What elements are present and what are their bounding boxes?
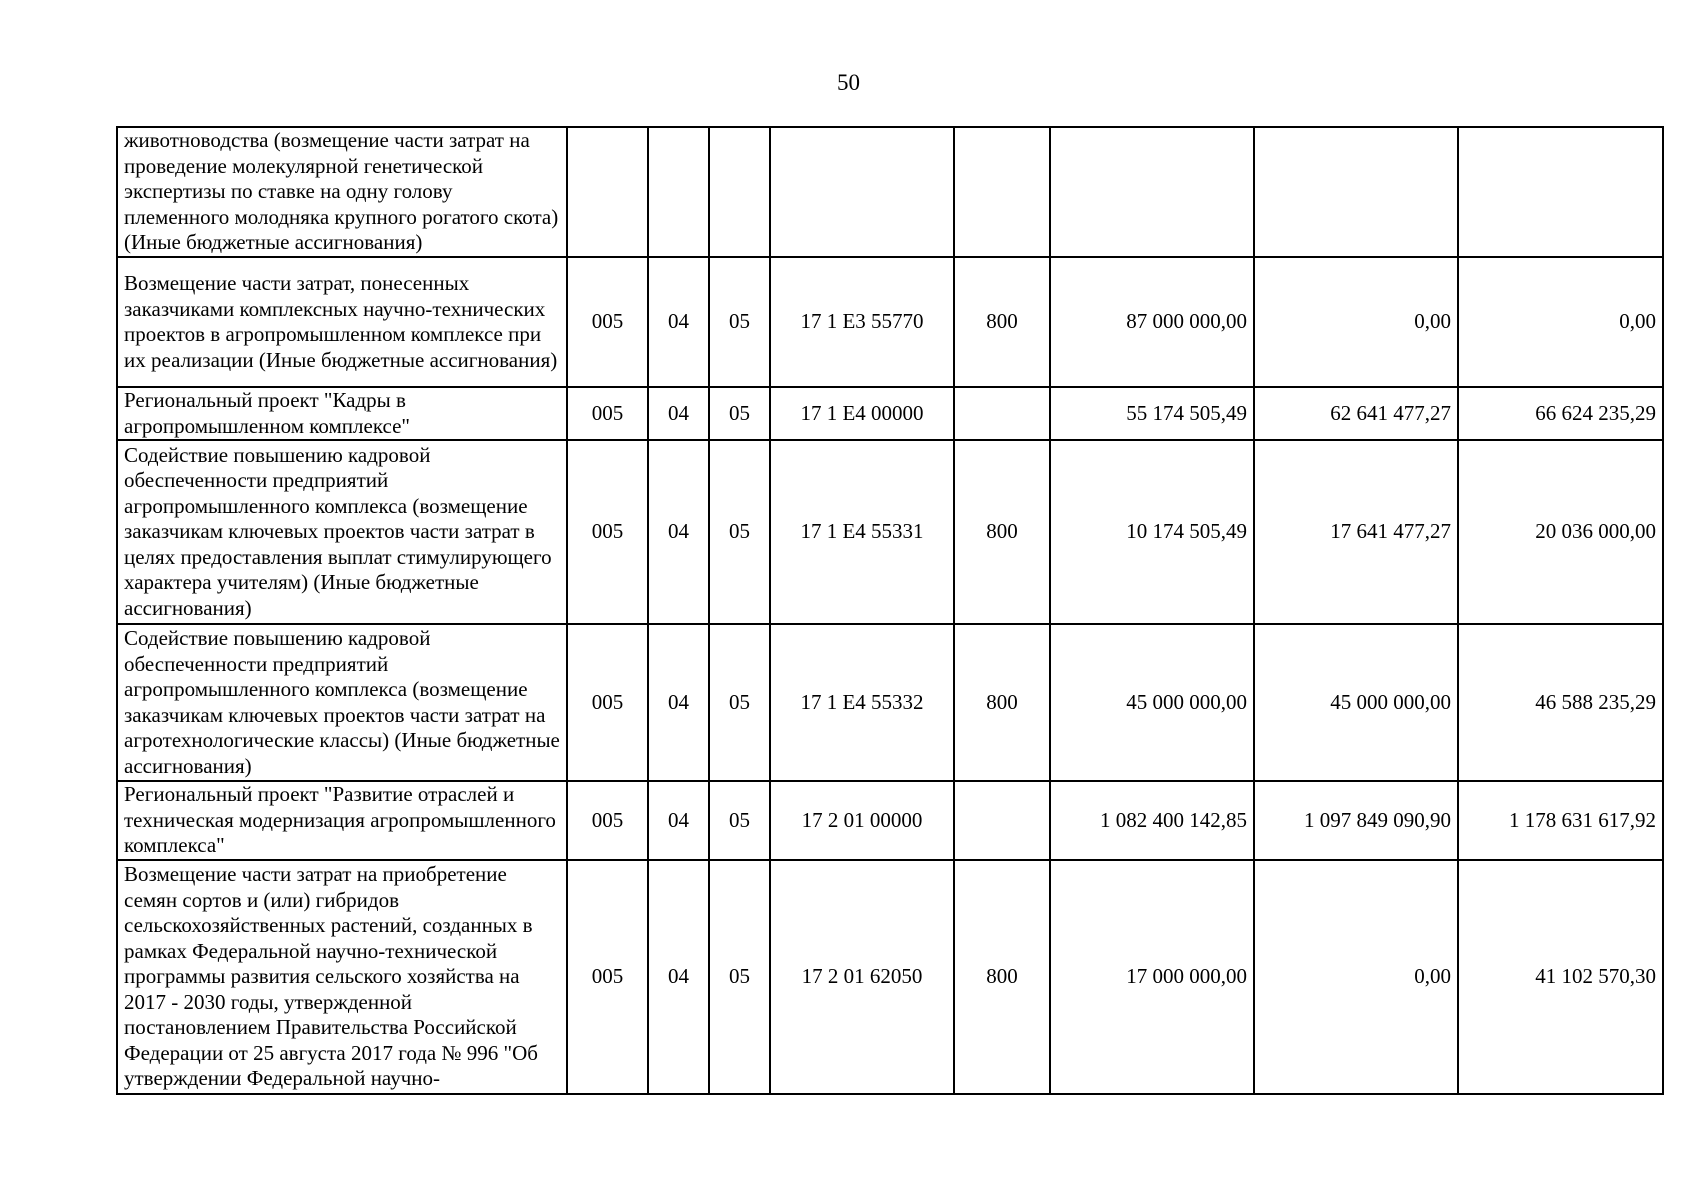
item-name-cell: Региональный проект "Кадры в агропромышленном комплексе" <box>117 387 567 440</box>
subsection-code-cell: 05 <box>709 387 770 440</box>
target-article-cell: 17 1 E4 55331 <box>770 440 954 624</box>
expense-type-cell: 800 <box>954 440 1050 624</box>
amount-year2-cell: 1 097 849 090,90 <box>1254 781 1458 860</box>
expense-type-cell <box>954 127 1050 257</box>
item-name-cell: Содействие повышению кадровой обеспеченности предприятий агропромышленного комплекса (возмещение заказчикам ключевых проектов части затрат в целях предоставления выплат стимулирующего характера учителям) (Иные бюджетные ассигнования) <box>117 440 567 624</box>
table-row <box>117 781 1663 860</box>
target-article-cell: 17 1 E4 00000 <box>770 387 954 440</box>
subsection-code-cell: 05 <box>709 440 770 624</box>
target-article-cell: 17 1 E4 55332 <box>770 624 954 781</box>
subsection-code-cell: 05 <box>709 257 770 387</box>
section-code-cell: 04 <box>648 624 709 781</box>
amount-year2-cell: 62 641 477,27 <box>1254 387 1458 440</box>
amount-year2-cell <box>1254 127 1458 257</box>
amount-year3-cell: 66 624 235,29 <box>1458 387 1663 440</box>
amount-year2-cell: 45 000 000,00 <box>1254 624 1458 781</box>
amount-year1-cell: 87 000 000,00 <box>1050 257 1254 387</box>
item-name-cell: Возмещение части затрат, понесенных заказчиками комплексных научно-технических проектов в агропромышленном комплексе при их реализации (Иные бюджетные ассигнования) <box>117 257 567 387</box>
ministry-code-cell: 005 <box>567 624 648 781</box>
amount-year3-cell: 0,00 <box>1458 257 1663 387</box>
section-code-cell <box>648 127 709 257</box>
expense-type-cell <box>954 781 1050 860</box>
expense-type-cell <box>954 387 1050 440</box>
section-code-cell: 04 <box>648 440 709 624</box>
target-article-cell: 17 2 01 62050 <box>770 860 954 1094</box>
expense-type-cell: 800 <box>954 624 1050 781</box>
item-name-cell: Возмещение части затрат на приобретение семян сортов и (или) гибридов сельскохозяйственных растений, созданных в рамках Федеральной научно-технической программы развития сельского хозяйства на 2017 - 2030 годы, утвержденной постановлением Правительства Российской Федерации от 25 августа 2017 года № 996 "Об утверждении Федеральной научно- <box>117 860 567 1094</box>
amount-year2-cell: 0,00 <box>1254 860 1458 1094</box>
amount-year3-cell: 1 178 631 617,92 <box>1458 781 1663 860</box>
table-row <box>117 860 1663 1094</box>
item-name-cell: животноводства (возмещение части затрат на проведение молекулярной генетической экспертизы по ставке на одну голову племенного молодняка крупного рогатого скота) (Иные бюджетные ассигнования) <box>117 127 567 257</box>
amount-year1-cell: 17 000 000,00 <box>1050 860 1254 1094</box>
amount-year1-cell <box>1050 127 1254 257</box>
amount-year1-cell: 1 082 400 142,85 <box>1050 781 1254 860</box>
amount-year1-cell: 10 174 505,49 <box>1050 440 1254 624</box>
table-row <box>117 624 1663 781</box>
amount-year2-cell: 0,00 <box>1254 257 1458 387</box>
page-number: 50 <box>837 70 860 95</box>
section-code-cell: 04 <box>648 781 709 860</box>
amount-year3-cell: 20 036 000,00 <box>1458 440 1663 624</box>
ministry-code-cell: 005 <box>567 387 648 440</box>
ministry-code-cell: 005 <box>567 860 648 1094</box>
section-code-cell: 04 <box>648 257 709 387</box>
section-code-cell: 04 <box>648 860 709 1094</box>
ministry-code-cell: 005 <box>567 257 648 387</box>
target-article-cell: 17 2 01 00000 <box>770 781 954 860</box>
amount-year1-cell: 45 000 000,00 <box>1050 624 1254 781</box>
amount-year3-cell: 41 102 570,30 <box>1458 860 1663 1094</box>
subsection-code-cell: 05 <box>709 860 770 1094</box>
table-row <box>117 440 1663 624</box>
amount-year3-cell: 46 588 235,29 <box>1458 624 1663 781</box>
amount-year2-cell: 17 641 477,27 <box>1254 440 1458 624</box>
table-row <box>117 387 1663 440</box>
expense-type-cell: 800 <box>954 860 1050 1094</box>
target-article-cell: 17 1 E3 55770 <box>770 257 954 387</box>
section-code-cell: 04 <box>648 387 709 440</box>
amount-year3-cell <box>1458 127 1663 257</box>
ministry-code-cell: 005 <box>567 440 648 624</box>
subsection-code-cell: 05 <box>709 781 770 860</box>
table-row <box>117 127 1663 257</box>
target-article-cell <box>770 127 954 257</box>
item-name-cell: Региональный проект "Развитие отраслей и техническая модернизация агропромышленного комплекса" <box>117 781 567 860</box>
item-name-cell: Содействие повышению кадровой обеспеченности предприятий агропромышленного комплекса (возмещение заказчикам ключевых проектов части затрат на агротехнологические классы) (Иные бюджетные ассигнования) <box>117 624 567 781</box>
ministry-code-cell: 005 <box>567 781 648 860</box>
budget-table-body <box>117 127 1663 1094</box>
table-row <box>117 257 1663 387</box>
amount-year1-cell: 55 174 505,49 <box>1050 387 1254 440</box>
expense-type-cell: 800 <box>954 257 1050 387</box>
budget-table <box>116 126 1664 1095</box>
subsection-code-cell <box>709 127 770 257</box>
ministry-code-cell <box>567 127 648 257</box>
subsection-code-cell: 05 <box>709 624 770 781</box>
